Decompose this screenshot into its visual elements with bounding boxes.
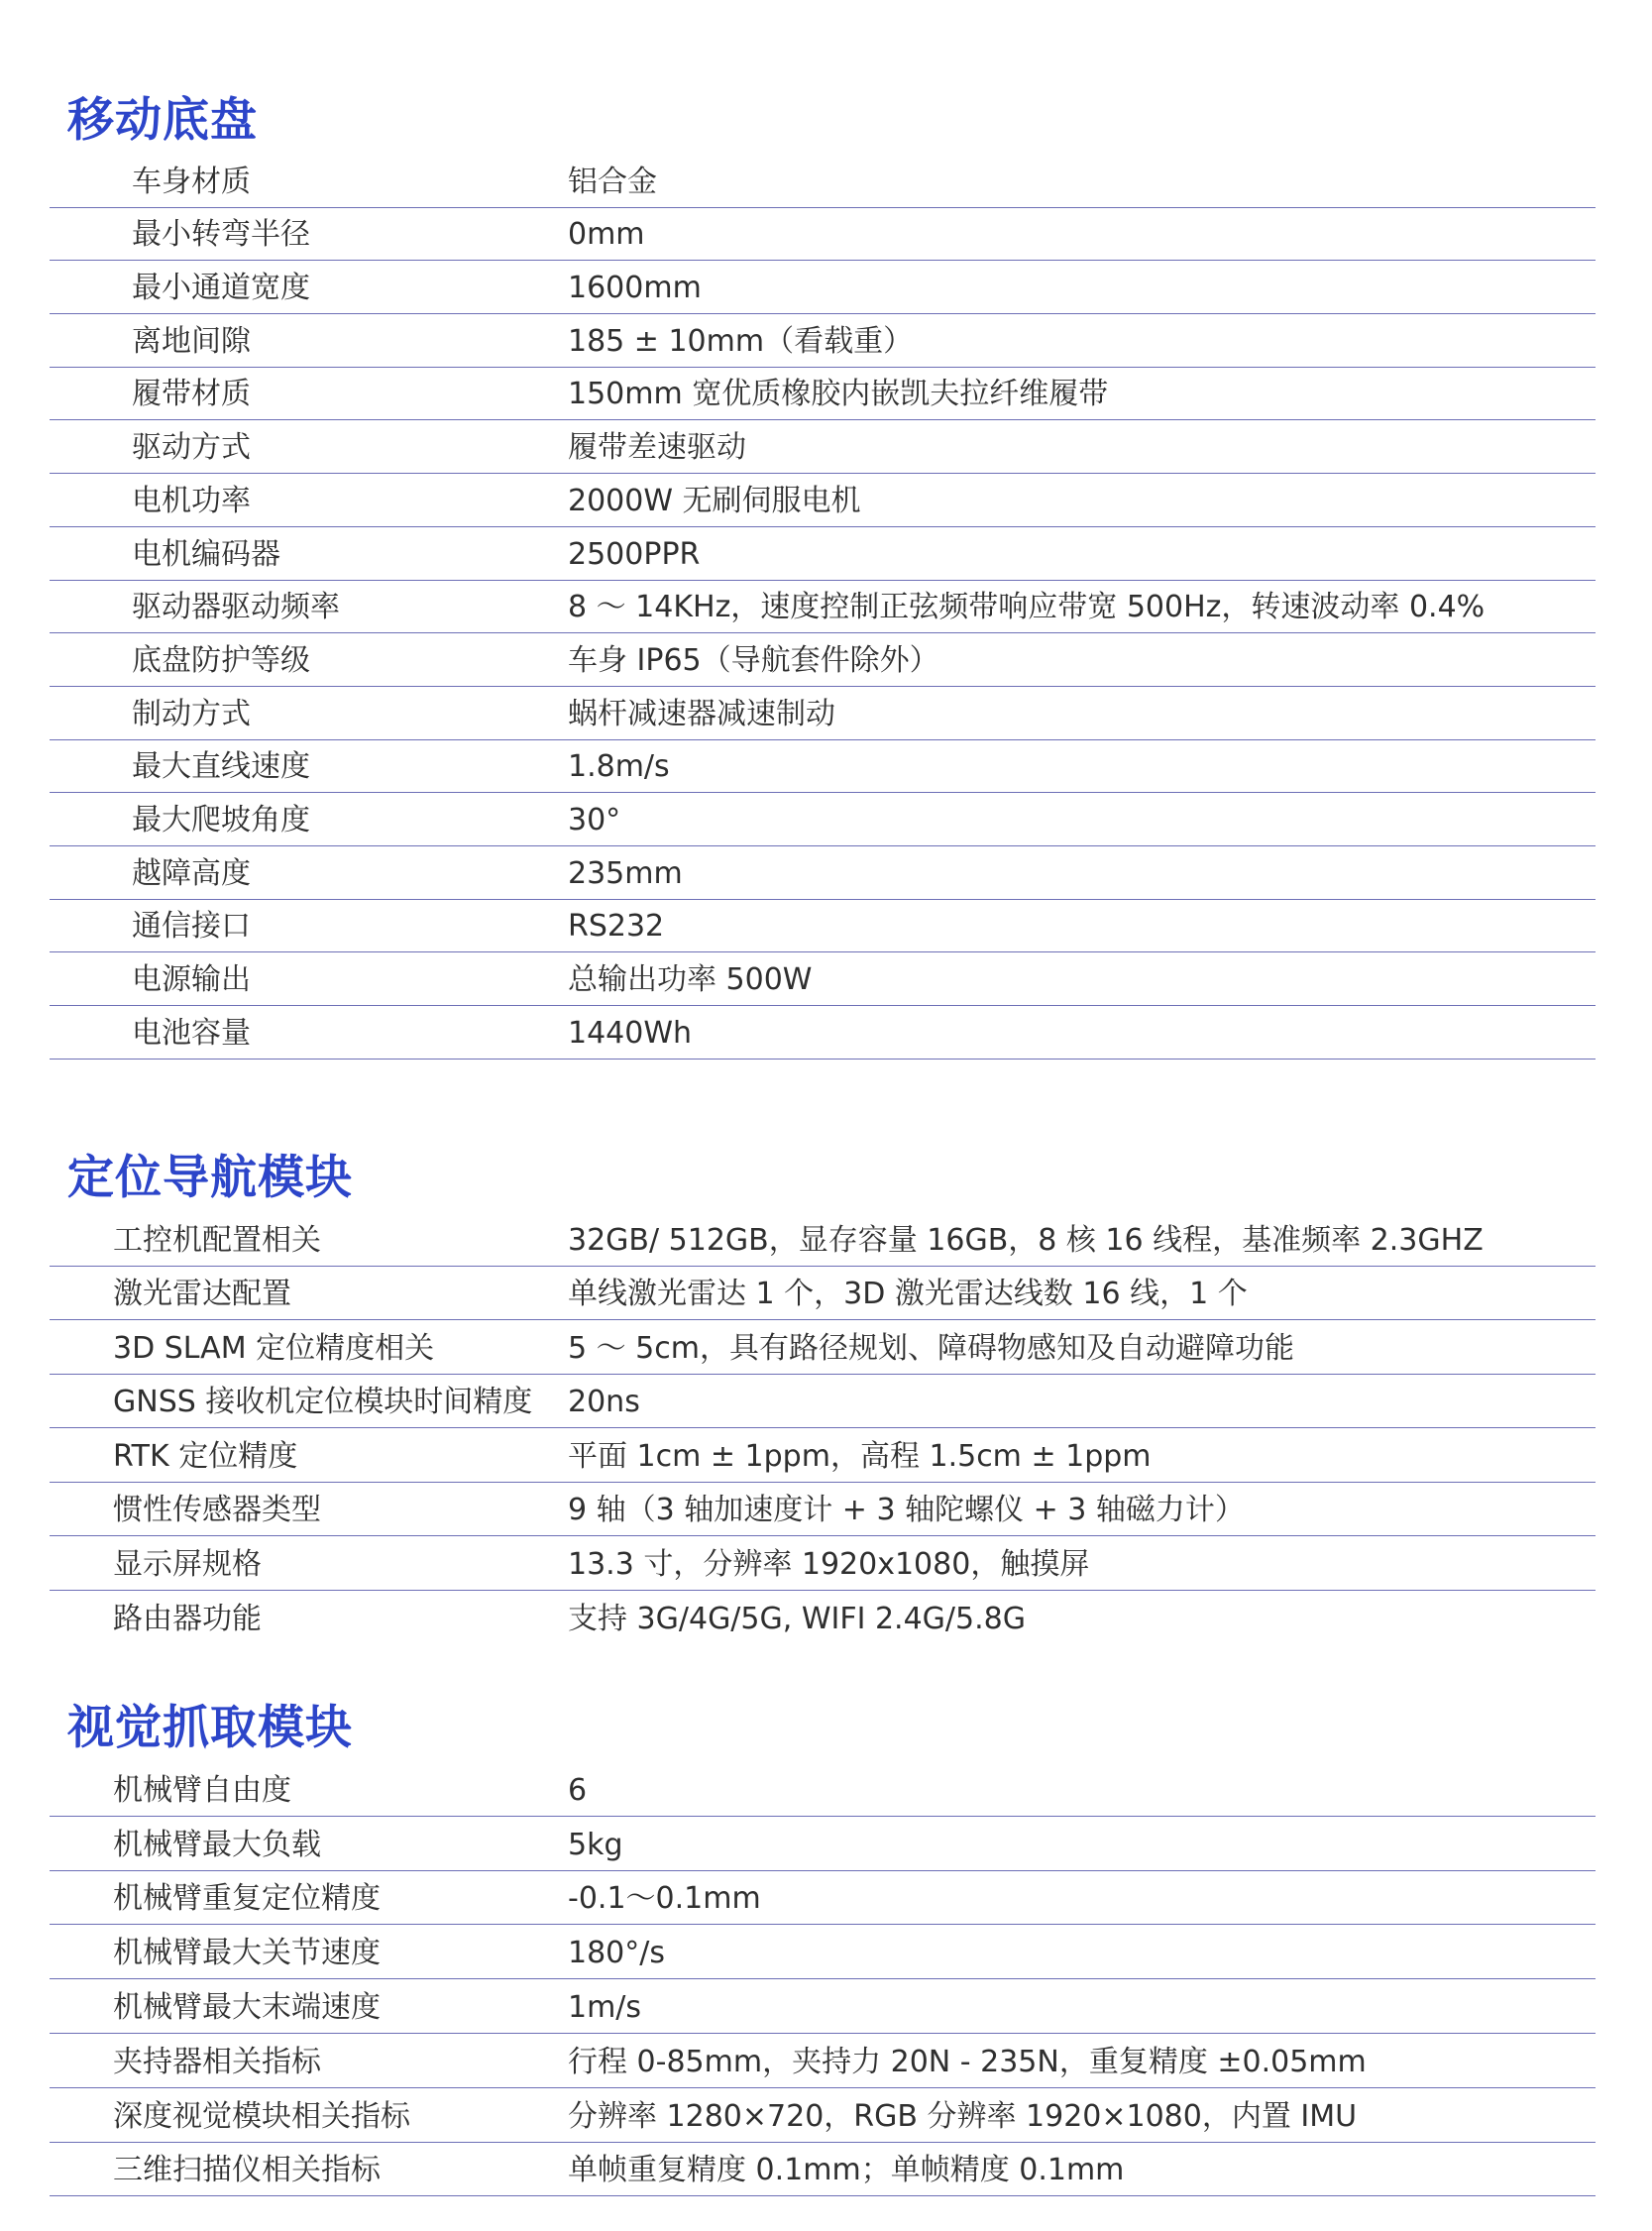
spec-value: 6 <box>568 1772 588 1808</box>
spec-value: 5 ～ 5cm，具有路径规划、障碍物感知及自动避障功能 <box>568 1330 1294 1366</box>
spec-value: 30° <box>568 802 621 837</box>
table-row <box>50 740 1596 794</box>
table-row <box>50 633 1596 687</box>
spec-label: 离地间隙 <box>132 323 251 359</box>
spec-value: 行程 0-85mm，夹持力 20N - 235N，重复精度 ±0.05mm <box>568 2044 1367 2079</box>
spec-value: 总输出功率 500W <box>568 962 813 997</box>
table-row <box>50 420 1596 474</box>
spec-value: 185 ± 10mm（看载重） <box>568 323 914 359</box>
spec-table <box>50 155 1596 1060</box>
spec-label: 驱动方式 <box>132 430 251 466</box>
section-vision-grasp-module <box>50 1695 1596 2196</box>
table-row <box>50 1762 1596 1817</box>
spec-value: 32GB/ 512GB，显存容量 16GB，8 核 16 线程，基准频率 2.3GHZ <box>568 1222 1484 1258</box>
spec-label: 驱动器驱动频率 <box>132 590 340 625</box>
table-row <box>50 368 1596 421</box>
spec-label: 机械臂重复定位精度 <box>113 1881 381 1917</box>
section-title: 视觉抓取模块 <box>67 1701 353 1755</box>
spec-value: 150mm 宽优质橡胶内嵌凯夫拉纤维履带 <box>568 377 1109 412</box>
spec-value: 1m/s <box>568 1989 642 2025</box>
table-row <box>50 2143 1596 2197</box>
spec-label: 最大爬坡角度 <box>132 802 310 837</box>
table-row <box>50 474 1596 527</box>
table-row <box>50 527 1596 581</box>
spec-value: 平面 1cm ± 1ppm，高程 1.5cm ± 1ppm <box>568 1438 1152 1474</box>
spec-label: 电源输出 <box>132 962 251 997</box>
spec-value: 分辨率 1280×720，RGB 分辨率 1920×1080，内置 IMU <box>568 2098 1358 2134</box>
spec-label: 工控机配置相关 <box>113 1222 321 1258</box>
table-row <box>50 900 1596 953</box>
spec-value: 20ns <box>568 1385 640 1419</box>
spec-value: 2000W 无刷伺服电机 <box>568 483 861 518</box>
section-title: 定位导航模块 <box>67 1151 353 1205</box>
table-row <box>50 261 1596 314</box>
table-row <box>50 1267 1596 1321</box>
spec-value: 9 轴（3 轴加速度计 + 3 轴陀螺仪 + 3 轴磁力计） <box>568 1493 1245 1527</box>
spec-label: 电机编码器 <box>132 536 280 572</box>
spec-value: 履带差速驱动 <box>568 430 746 466</box>
spec-value: 车身 IP65（导航套件除外） <box>568 642 939 678</box>
spec-value: 蜗杆减速器减速制动 <box>568 696 835 731</box>
spec-label: 通信接口 <box>132 909 251 945</box>
table-row <box>50 1375 1596 1429</box>
section-navigation-module <box>50 1145 1596 1644</box>
spec-value: 8 ～ 14KHz，速度控制正弦频带响应带宽 500Hz，转速波动率 0.4% <box>568 590 1486 625</box>
spec-label: 惯性传感器类型 <box>113 1493 321 1527</box>
spec-value: 2500PPR <box>568 536 701 572</box>
table-row <box>50 1591 1596 1645</box>
spec-label: 机械臂最大关节速度 <box>113 1936 381 1971</box>
spec-label: 机械臂最大末端速度 <box>113 1989 381 2025</box>
spec-label: 显示屏规格 <box>113 1546 262 1582</box>
table-row <box>50 314 1596 368</box>
spec-value: 13.3 寸，分辨率 1920x1080，触摸屏 <box>568 1546 1090 1582</box>
spec-table <box>50 1762 1596 2196</box>
spec-label: 最大直线速度 <box>132 749 310 785</box>
table-row <box>50 155 1596 208</box>
section-title: 移动底盘 <box>67 93 258 148</box>
spec-label: 深度视觉模块相关指标 <box>113 2098 410 2134</box>
table-row <box>50 1925 1596 1979</box>
table-row <box>50 687 1596 740</box>
spec-label: GNSS 接收机定位模块时间精度 <box>113 1385 533 1419</box>
table-row <box>50 1428 1596 1483</box>
table-row <box>50 208 1596 262</box>
table-row <box>50 1979 1596 2034</box>
table-row <box>50 2034 1596 2088</box>
spec-value: 5kg <box>568 1827 623 1862</box>
spec-value: RS232 <box>568 909 665 945</box>
table-row <box>50 846 1596 900</box>
spec-value: 1600mm <box>568 271 702 306</box>
spec-value: 235mm <box>568 855 683 891</box>
spec-label: 车身材质 <box>132 164 251 199</box>
table-row <box>50 1536 1596 1591</box>
spec-label: 三维扫描仪相关指标 <box>113 2153 381 2188</box>
spec-value: -0.1～0.1mm <box>568 1881 761 1917</box>
spec-label: 机械臂自由度 <box>113 1772 291 1808</box>
spec-label: 路由器功能 <box>113 1602 262 1636</box>
spec-label: 激光雷达配置 <box>113 1277 291 1311</box>
spec-label: 最小转弯半径 <box>132 217 310 253</box>
spec-label: 电机功率 <box>132 483 251 518</box>
table-row <box>50 793 1596 846</box>
spec-table <box>50 1212 1596 1644</box>
table-row <box>50 1871 1596 1926</box>
spec-label: 3D SLAM 定位精度相关 <box>113 1330 435 1366</box>
spec-value: 0mm <box>568 217 645 253</box>
table-row <box>50 1006 1596 1060</box>
table-row <box>50 2088 1596 2143</box>
spec-label: 最小通道宽度 <box>132 271 310 306</box>
spec-value: 支持 3G/4G/5G, WIFI 2.4G/5.8G <box>568 1602 1026 1636</box>
spec-value: 1440Wh <box>568 1015 693 1051</box>
table-row <box>50 581 1596 634</box>
spec-label: 越障高度 <box>132 855 251 891</box>
table-row <box>50 1320 1596 1375</box>
spec-value: 单帧重复精度 0.1mm；单帧精度 0.1mm <box>568 2153 1125 2188</box>
section-mobile-chassis <box>50 87 1596 1060</box>
spec-label: 机械臂最大负载 <box>113 1827 321 1862</box>
table-row <box>50 952 1596 1006</box>
table-row <box>50 1212 1596 1267</box>
spec-label: 夹持器相关指标 <box>113 2044 321 2079</box>
spec-value: 1.8m/s <box>568 749 670 785</box>
table-row <box>50 1817 1596 1871</box>
spec-label: RTK 定位精度 <box>113 1438 298 1474</box>
spec-label: 履带材质 <box>132 377 251 412</box>
spec-value: 铝合金 <box>568 164 657 199</box>
spec-label: 底盘防护等级 <box>132 642 310 678</box>
spec-label: 电池容量 <box>132 1015 251 1051</box>
spec-value: 180°/s <box>568 1936 665 1971</box>
spec-value: 单线激光雷达 1 个，3D 激光雷达线数 16 线，1 个 <box>568 1277 1248 1311</box>
table-row <box>50 1483 1596 1537</box>
spec-label: 制动方式 <box>132 696 251 731</box>
